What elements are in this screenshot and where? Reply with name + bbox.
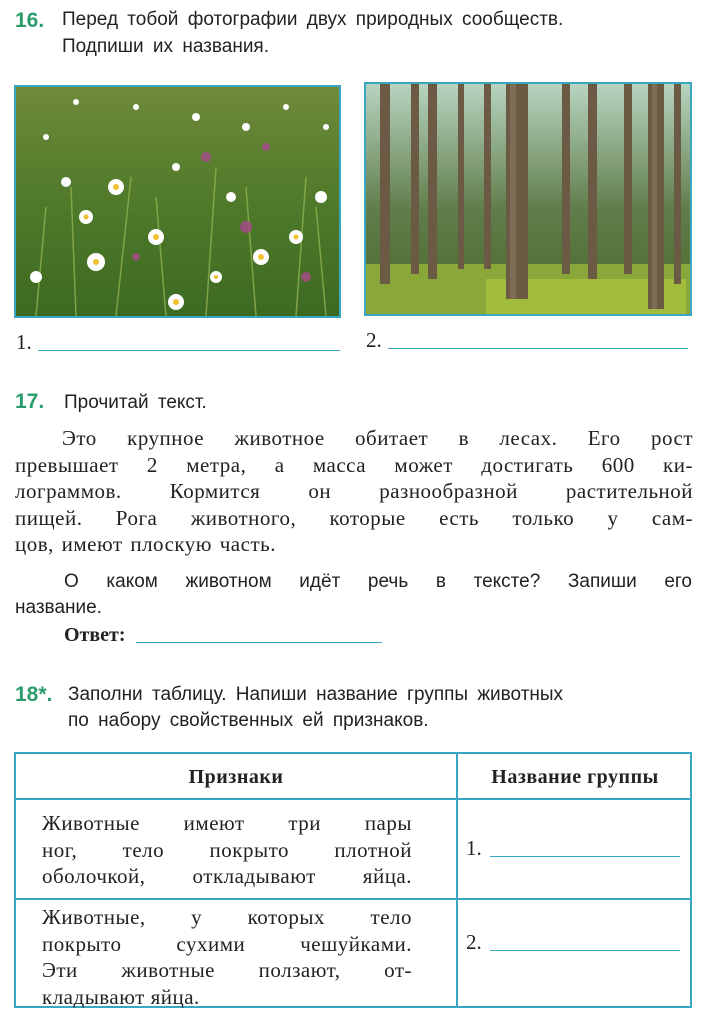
animal-groups-table	[14, 752, 692, 1008]
paragraph-line-2: превышает 2 метра, а масса может достигать 600 ки-	[15, 452, 693, 477]
meadow-photo	[14, 85, 341, 318]
task-16-text-line2: Подпиши их названия.	[62, 36, 269, 57]
task-17-intro: Прочитай текст.	[64, 392, 207, 413]
task-16-answer-2	[366, 328, 688, 353]
task-17-paragraph	[15, 425, 693, 558]
task-17-question-line2: название.	[15, 597, 102, 618]
row-2-answer-number: 2.	[466, 930, 482, 954]
row-2-signs: Животные, у которых тело покрыто сухими чешуйками. Эти животные ползают, от- кладывают яйца.	[42, 905, 412, 1009]
task-17-number: 17.	[15, 390, 45, 413]
answer-label: Ответ:	[64, 624, 126, 646]
task-18-number: 18*.	[15, 683, 53, 706]
task-18-text-line1: Заполни таблицу. Напиши название группы животных	[68, 684, 564, 705]
task-16-answer-1	[16, 330, 340, 355]
answer-1-line[interactable]	[38, 349, 340, 351]
answer-line[interactable]	[136, 641, 382, 643]
row-1-answer	[466, 836, 680, 861]
answer-2-number: 2.	[366, 328, 382, 352]
answer-2-line[interactable]	[388, 347, 688, 349]
paragraph-line-5: цов, имеют плоскую часть.	[15, 532, 276, 556]
task-16-text-line1: Перед тобой фотографии двух природных сообществ.	[62, 9, 564, 30]
paragraph-line-1: Это крупное животное обитает в лесах. Его рост	[62, 426, 693, 450]
task-17-question-line1: О каком животном идёт речь в тексте? Запиши его	[64, 571, 692, 592]
table-row-divider	[16, 898, 690, 900]
paragraph-line-3: лограммов. Кормится он разнообразной растительной	[15, 479, 693, 503]
row-2-answer	[466, 930, 680, 955]
paragraph-line-4: пищей. Рога животного, которые есть только у сам-	[15, 505, 693, 530]
table-column-divider	[456, 754, 458, 1006]
row-1-answer-number: 1.	[466, 836, 482, 860]
row-1-answer-line[interactable]	[490, 855, 680, 857]
header-signs: Признаки	[188, 766, 284, 788]
task-16-number: 16.	[15, 9, 45, 32]
table-header-divider	[16, 798, 690, 800]
row-1-signs: Животные имеют три пары ног, тело покрыто плотной оболочкой, откладывают яйца.	[42, 811, 412, 888]
forest-photo	[364, 82, 692, 316]
task-17-answer	[64, 624, 382, 647]
row-2-answer-line[interactable]	[490, 949, 680, 951]
answer-1-number: 1.	[16, 330, 32, 354]
task-18-text-line2: по набору свойственных ей признаков.	[68, 710, 429, 731]
header-group: Название группы	[491, 766, 659, 788]
